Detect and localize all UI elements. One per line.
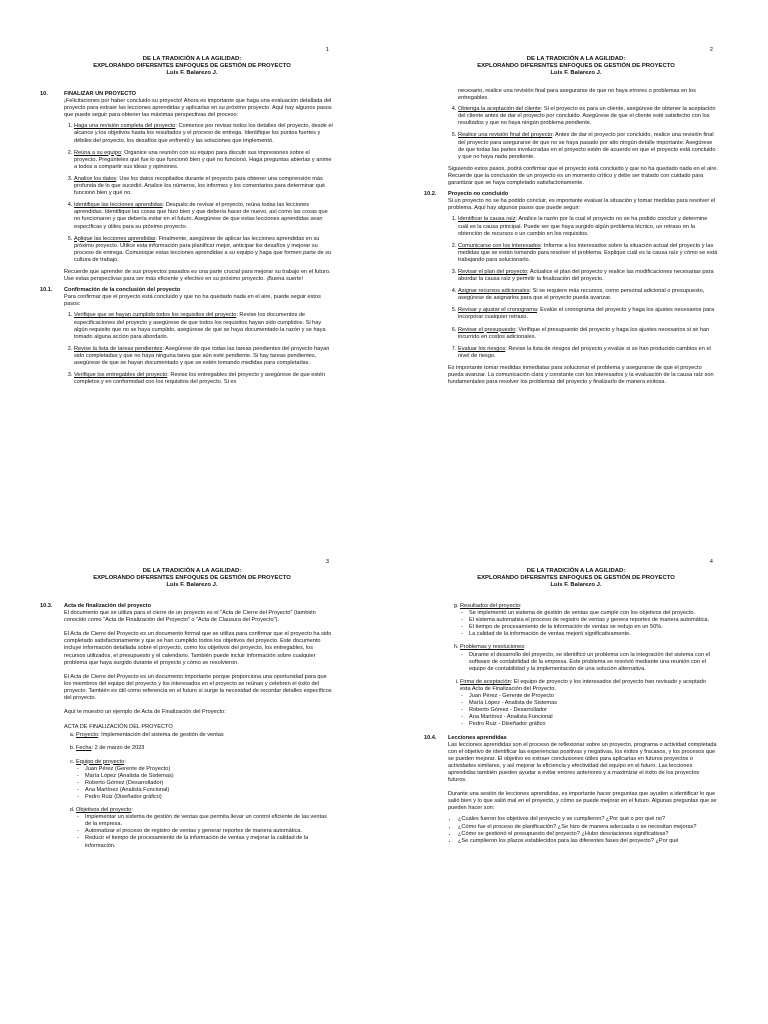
header-title-line1: DE LA TRADICIÓN A LA AGILIDAD: bbox=[142, 568, 242, 574]
item-label: Revisar el plan del proyecto bbox=[458, 268, 528, 275]
list-item bbox=[458, 346, 718, 360]
objective-item: - Reducir el tiempo de procesamiento de la información de ventas y mejorar la calidad de la información. bbox=[85, 835, 334, 849]
item-label: Identifique las lecciones aprendidas bbox=[74, 202, 163, 209]
section-number: 10.2. bbox=[424, 191, 437, 198]
item-label: Fecha bbox=[76, 745, 92, 752]
item-text: : Organice una reunión con su equipo para discutir sus impresiones sobre el proyecto. Pregúnteles qué fue lo que funcionó bien y qué no funcionó. Haga preguntas abiertas y anime a todos a compartir sus ideas y opiniones. bbox=[74, 149, 332, 170]
item-text: : Implementación del sistema de gestión de ventas bbox=[98, 732, 224, 739]
problem-item: - Durante el desarrollo del proyecto, se identificó un problema con la integración del sistema con el software de contabilidad de la empresa. Este problema se resolvió mediante una reunión con el equipo de contabilidad y la implementación de una solución alternativa. bbox=[469, 652, 718, 673]
paragraph: Es importante tomar medidas inmediatas para solucionar el problema y asegurarse de que el proyecto pueda avanzar. La comunicación clara y constante con los interesados y la evaluación de la causa raíz son fundamentales para resolver los problemas del proyecto y finalizarlo de manera exitosa. bbox=[448, 364, 714, 386]
item-label: Evaluar los riesgos bbox=[458, 345, 506, 352]
acta-item bbox=[460, 603, 718, 638]
header-title-line2: EXPLORANDO DIFERENTES ENFOQUES DE GESTIÓN DE PROYECTO bbox=[477, 575, 675, 581]
item-text: : bbox=[124, 758, 126, 765]
paragraph: Durante una sesión de lecciones aprendidas, es importante hacer preguntas que ayuden a identificar lo que salió bien y lo que salió mal en el proyecto, y cómo se puede mejorar en el futuro. Algunas preguntas que se pueden hacer son: bbox=[448, 791, 717, 812]
continued-text: necesario, realice una revisión final para asegurarse de que no haya errores o problemas en los entregables. bbox=[458, 88, 696, 102]
section-10 bbox=[40, 91, 334, 283]
document-page-3 bbox=[0, 512, 384, 1024]
item-text: : El equipo de proyecto y los interesados del proyecto han revisado y aceptado esta Acta de Finalización del Proyecto. bbox=[460, 678, 706, 692]
question-item: • ¿Cuáles fueron los objetivos del proyecto y se cumplieron? ¿Por qué o por qué no? bbox=[458, 816, 718, 823]
numbered-list bbox=[64, 312, 334, 386]
section-10-3 bbox=[40, 603, 334, 850]
page-body bbox=[424, 603, 718, 845]
list-item bbox=[458, 216, 718, 237]
acta-title: ACTA DE FINALIZACIÓN DEL PROYECTO bbox=[64, 724, 173, 731]
acta-list bbox=[64, 732, 334, 849]
dash-list bbox=[460, 610, 718, 638]
signer-item: - Pedro Ruiz - Diseñador gráfico bbox=[469, 721, 718, 728]
item-label: Revisar y ajustar el cronograma bbox=[458, 307, 537, 314]
header-title-line2: EXPLORANDO DIFERENTES ENFOQUES DE GESTIÓN DE PROYECTO bbox=[93, 575, 291, 581]
item-label: Obtenga la aceptación del cliente bbox=[458, 106, 541, 113]
item-text: : Actualice el plan del proyecto y realice las modificaciones necesarias para abordar la causa raíz y permitir la finalización del proyecto. bbox=[458, 268, 714, 283]
question-item: • ¿Se cumplieron los plazos establecidos para las diferentes fases del proyecto? ¿Por qué bbox=[458, 838, 718, 845]
header-title-line1: DE LA TRADICIÓN A LA AGILIDAD: bbox=[526, 56, 626, 62]
question-item: • ¿Cómo se gestionó el presupuesto del proyecto? ¿Hubo desviaciones significativas? bbox=[458, 831, 718, 838]
item-text: : Antes de dar el proyecto por concluido, realice una revisión final del proyecto para asegurarse de que no se haya pasado por alto ningún detalle importante. Asegúrese de que todas las partes involucradas en el proyecto estén de acuerdo en que el proyecto está concluido y que no haya nada pendiente. bbox=[458, 132, 716, 160]
item-text: : bbox=[524, 644, 526, 651]
list-item bbox=[74, 176, 334, 197]
item-label: Proyecto bbox=[76, 732, 99, 739]
numbered-list bbox=[448, 106, 718, 161]
section-10-2 bbox=[424, 191, 718, 386]
item-text: : Revise los documentos de especificaciones del proyecto y asegúrese de que todos los requisitos hayan sido cumplidos. Si hay algún requisito que no se haya cumplido, asegúrese de que se haya documentado la razón y se haya tomado alguna acción para abordarlo. bbox=[74, 312, 326, 340]
item-text: : Después de revisar el proyecto, reúna todas las lecciones aprendidas. Identifique las cosas que hizo bien y que debería hacer de nuevo, así como las cosas que no funcionaron y que debería evitar en el futuro. Asegúrese de que estas lecciones aprendidas sean específicas y útiles para su próximo proyecto. bbox=[74, 202, 328, 230]
acta-item bbox=[76, 745, 334, 752]
paragraph: El Acta de Cierre del Proyecto es un documento importante porque proporciona una oportunidad para que los miembros del equipo del proyecto y los interesados en el proyecto se reúnan y celebren el éxito del proyecto. También es útil como referencia en el futuro si surge la necesidad de recordar detalles específicos del proyecto. bbox=[64, 673, 332, 702]
question-list bbox=[448, 816, 718, 844]
page-header bbox=[40, 56, 344, 77]
paragraph: Recuerde que aprender de sus proyectos pasados es una parte crucial para mejorar su trabajo en el futuro. Use estas perspectivas para ser más eficiente y efectivo en su próximo proyecto. ¡Buena suerte! bbox=[64, 268, 331, 283]
item-text: : Use los datos recopilados durante el proyecto para obtener una comprensión más profunda de lo que sucedió. Analice los números, los informes y los comentarios para determinar qué funcionó bien y qué no. bbox=[74, 175, 325, 197]
section-title: Confirmación de la conclusión del proyecto bbox=[64, 287, 181, 294]
header-author: Luis F. Balarezo J. bbox=[166, 582, 218, 588]
list-item bbox=[458, 327, 718, 341]
team-member: - Pedro Ruiz (Diseñador gráfico) bbox=[85, 794, 334, 801]
item-text: : Si el proyecto es para un cliente, asegúrese de obtener la aceptación del cliente antes de dar el proyecto por concluido. Asegúrese de que el cliente esté satisfecho con los resultados y que no haya ningún problema pendiente. bbox=[458, 106, 716, 127]
section-title: FINALIZAR UN PROYECTO bbox=[64, 91, 136, 97]
header-author: Luis F. Balarezo J. bbox=[166, 70, 218, 76]
team-member: - Roberto Gómez (Desarrollador) bbox=[85, 780, 334, 787]
header-author: Luis F. Balarezo J. bbox=[550, 582, 602, 588]
paragraph: El documento que se utiliza para el cierre de un proyecto es el "Acta de Cierre del Proyecto" (también conocido como "Acta de Finalización del Proyecto" o "Acta de Clausura del Proyecto"). bbox=[64, 610, 316, 624]
acta-list bbox=[448, 603, 718, 729]
page-number: 1 bbox=[325, 47, 329, 53]
dash-list bbox=[460, 693, 718, 728]
list-item bbox=[458, 132, 718, 160]
page-number: 2 bbox=[709, 47, 713, 53]
item-text: : Revise la lista de riesgos del proyecto y evalúe si se han producido cambios en el nivel de riesgo. bbox=[458, 345, 711, 359]
paragraph: ¡Felicitaciones por haber concluido su proyecto! Ahora es importante que haga una evaluación detallada del proyecto para extraer las lecciones aprendidas y aplicarlas en su próximo proyecto. Aquí hay algunos pasos que puede seguir para obtener las máximas perspectivas del proceso: bbox=[64, 98, 332, 119]
item-label: Verifique que se hayan cumplido todos los requisitos del proyecto bbox=[74, 312, 237, 319]
signer-item: - Juan Pérez - Gerente de Proyecto bbox=[469, 693, 718, 700]
objective-item: - Automatizar el proceso de registro de ventas y generar reportes de manera automática. bbox=[85, 828, 334, 835]
document-page-2 bbox=[384, 0, 768, 512]
section-number: 10.3. bbox=[40, 603, 53, 609]
item-label: Haga una revisión completa del proyecto bbox=[74, 123, 176, 130]
numbered-list bbox=[448, 216, 718, 360]
list-item bbox=[74, 123, 334, 144]
header-author: Luis F. Balarezo J. bbox=[550, 70, 602, 76]
acta-item bbox=[460, 644, 718, 672]
page-body bbox=[40, 88, 334, 391]
dash-list bbox=[76, 814, 334, 849]
item-text: : Informe a los interesados sobre la situación actual del proyecto y las medidas que se están tomando para resolver el problema. Explique cuál es la causa raíz y cómo se está trabajando para solucionarlo. bbox=[458, 242, 718, 263]
team-member: - Ana Martínez (Analista Funcional) bbox=[85, 787, 334, 794]
section-number: 10. bbox=[40, 91, 48, 97]
acta-item bbox=[76, 807, 334, 850]
page-number: 3 bbox=[325, 559, 329, 565]
result-item: - El sistema automatiza el proceso de registro de ventas y genera reportes de manera automática. bbox=[469, 617, 718, 624]
item-text: : Si se requiere más recursos, como personal adicional o presupuesto, asegúrese de asignarlos para que el proyecto pueda avanzar. bbox=[458, 288, 705, 302]
item-label: Aplique las lecciones aprendidas bbox=[74, 235, 156, 242]
item-label: Firma de aceptación bbox=[460, 678, 511, 685]
paragraph: El Acta de Cierre del Proyecto es un documento formal que se utiliza para confirmar que el proyecto ha sido completado satisfactoriamente y que se han cumplido todos los objetivos del proyecto. Este documento incluye información detallada sobre el proyecto, como los objetivos del proyecto, los entregables, los recursos utilizados, el presupuesto y el calendario. También puede incluir información sobre cualquier problema que haya surgido durante el proyecto y cómo se resolvieron. bbox=[64, 631, 332, 666]
section-number: 10.4. bbox=[424, 734, 437, 741]
section-10-1 bbox=[40, 287, 334, 386]
item-label: Objetivos del proyecto bbox=[76, 807, 132, 814]
paragraph: Si un proyecto no se ha podido concluir, es importante evaluar la situación y tomar medidas para resolver el problema. Aquí hay algunos pasos que puede seguir: bbox=[448, 198, 716, 212]
item-text: : Verifique el presupuesto del proyecto y haga los ajustes necesarios si se han incurrido en costos adicionales. bbox=[458, 326, 710, 340]
page-number: 4 bbox=[709, 559, 713, 565]
item-text: : bbox=[131, 807, 133, 814]
page-header bbox=[424, 568, 728, 589]
signer-item: - Ana Martínez - Analista Funcional bbox=[469, 714, 718, 721]
header-title-line2: EXPLORANDO DIFERENTES ENFOQUES DE GESTIÓN DE PROYECTO bbox=[93, 63, 291, 69]
list-item bbox=[74, 150, 334, 171]
item-text: : bbox=[520, 603, 522, 609]
page-header bbox=[424, 56, 728, 77]
acta-item bbox=[460, 679, 718, 729]
list-item bbox=[458, 269, 718, 283]
section-title: Lecciones aprendidas bbox=[448, 734, 507, 741]
list-item bbox=[74, 312, 334, 340]
item-text: : Evalúe el cronograma del proyecto y haga los ajustes necesarios para incorporar cualquier retraso. bbox=[458, 307, 715, 321]
item-label: Identificar la causa raíz bbox=[458, 216, 516, 223]
dash-list bbox=[76, 766, 334, 801]
team-member: - Juan Pérez (Gerente de Proyecto) bbox=[85, 766, 334, 773]
item-label: Asignar recursos adicionales bbox=[458, 288, 530, 295]
item-label: Comunicarse con los interesados bbox=[458, 242, 541, 249]
signer-item: - Roberto Gómez - Desarrollador bbox=[469, 707, 718, 714]
item-label: Realice una revisión final del proyecto bbox=[458, 132, 553, 139]
item-label: Revisar el presupuesto bbox=[458, 326, 516, 333]
item-text: : Finalmente, asegúrese de aplicar las lecciones aprendidas en su próximo proyecto. Utilice esta información para planificar mejor, anticipar los desafíos y mejorar su proceso de entrega. Comunique estas lecciones aprendidas a su equipo y haga que formen parte de su cultura de trabajo. bbox=[74, 235, 332, 263]
list-item bbox=[74, 236, 334, 264]
page-header bbox=[40, 568, 344, 589]
header-title-line1: DE LA TRADICIÓN A LA AGILIDAD: bbox=[142, 56, 242, 62]
section-title: Acta de finalización del proyecto bbox=[64, 603, 152, 609]
item-label: Verifique los entregables del proyecto bbox=[74, 372, 168, 379]
header-title-line2: EXPLORANDO DIFERENTES ENFOQUES DE GESTIÓN DE PROYECTO bbox=[477, 63, 675, 69]
item-label: Problemas y resoluciones bbox=[460, 644, 525, 651]
result-item: - El tiempo de procesamiento de la información de ventas se redujo en un 50%. bbox=[469, 624, 718, 631]
item-text: : 2 de marzo de 2023 bbox=[91, 745, 145, 752]
section-number: 10.1. bbox=[40, 287, 53, 294]
header-title-line1: DE LA TRADICIÓN A LA AGILIDAD: bbox=[526, 568, 626, 574]
list-item bbox=[458, 243, 718, 264]
page-body bbox=[40, 600, 334, 856]
item-text: : Analice la razón por la cual el proyecto no se ha podido concluir y determine cuál es la causa principal. Puede ser que haya surgido algún problema técnico, un retraso en la obtención de recursos o un cambio en los requisitos. bbox=[458, 216, 708, 237]
objective-item: - Implementar un sistema de gestión de ventas que permita llevar un control eficiente de las ventas de la empresa. bbox=[85, 814, 334, 828]
team-member: - María López (Analista de Sistemas) bbox=[85, 773, 334, 780]
page-body bbox=[424, 88, 718, 390]
paragraph: Para confirmar que el proyecto está concluido y que no ha quedado nada en el aire, puede seguir estos pasos: bbox=[64, 294, 321, 308]
list-item bbox=[458, 106, 718, 127]
acta-item bbox=[76, 759, 334, 802]
item-label: Revise la lista de tareas pendientes bbox=[74, 345, 163, 352]
list-item bbox=[458, 288, 718, 302]
item-label: Resultados del proyecto bbox=[460, 603, 521, 609]
item-label: Reúna a su equipo bbox=[74, 149, 121, 156]
item-label: Equipo de proyecto bbox=[76, 758, 125, 765]
list-item bbox=[74, 372, 334, 386]
paragraph: Las lecciones aprendidas son el proceso de reflexionar sobre un proyecto, programa o actividad completada con el objetivo de identificar las experiencias positivas y negativas, los éxitos y fracasos, y los procesos que se pueden mejorar. El objetivo es extraer conclusiones útiles para aplicarlas en futuros proyectos o actividades similares, y así mejorar la eficiencia y efectividad del equipo en el futuro. Las lecciones aprendidas también pueden ayudar a evitar errores anteriores y a maximizar el éxito de los proyectos futuros. bbox=[448, 741, 717, 784]
result-item: - La calidad de la información de ventas mejoró significativamente. bbox=[469, 631, 718, 638]
question-item: • ¿Cómo fue el proceso de planificación? ¿Se hizo de manera adecuada o se necesitan mejoras? bbox=[458, 824, 718, 831]
document-page-4 bbox=[384, 512, 768, 1024]
section-10-4 bbox=[424, 734, 718, 845]
item-text: : Asegúrese de que todas las tareas pendientes del proyecto hayan sido completadas y que no haya ninguna tarea que aún esté pendiente. Si hay tareas pendientes, asegúrese de que se hayan documentado y que se estén tomando medidas para completarlas. bbox=[74, 345, 330, 366]
list-item bbox=[74, 202, 334, 230]
signer-item: - María López - Analista de Sistemas bbox=[469, 700, 718, 707]
dash-list bbox=[460, 652, 718, 673]
result-item: - Se implementó un sistema de gestión de ventas que cumple con los objetivos del proyecto. bbox=[469, 610, 718, 617]
section-title: Proyecto no concluido bbox=[448, 191, 509, 198]
acta-item bbox=[76, 732, 334, 739]
paragraph: Siguiendo estos pasos, podrá confirmar que el proyecto está concluido y que no ha quedado nada en el aire. Recuerde que la conclusión de un proyecto es un momento crítico y debe ser tratado con cuidado para garantizar que se haya completado satisfactoriamente. bbox=[448, 165, 718, 187]
list-item bbox=[74, 346, 334, 367]
list-item bbox=[458, 307, 718, 321]
item-text: : Revise los entregables del proyecto y asegúrese de que estén completos y en conformidad con los requisitos del proyecto. Si es bbox=[74, 372, 325, 386]
item-label: Analice los datos bbox=[74, 175, 117, 182]
paragraph: Aquí te muestro un ejemplo de Acta de Finalización del Proyecto: bbox=[64, 709, 226, 716]
document-page-1 bbox=[0, 0, 384, 512]
item-text: : Comience por revisar todos los detalles del proyecto, desde el alcance y los objetivos hasta los resultados y el proceso de entrega. Identifique los puntos fuertes y débiles del proyecto, los desafíos que enfrentó y las soluciones que implementó. bbox=[74, 123, 333, 144]
numbered-list bbox=[64, 123, 334, 264]
